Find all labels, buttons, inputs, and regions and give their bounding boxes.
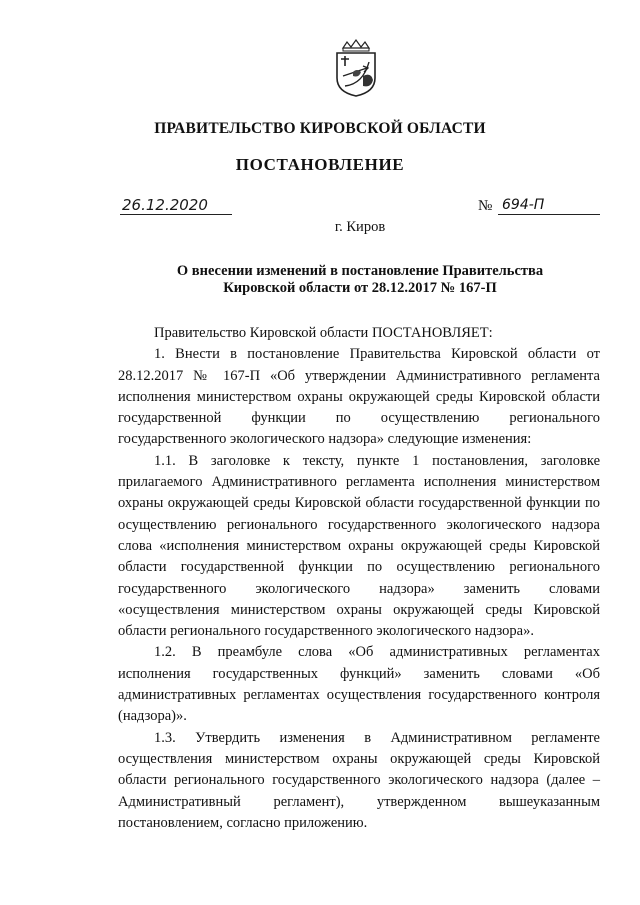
paragraph-1-2: 1.2. В преамбуле слова «Об административных регламентах исполнения государственных функций» заменить словами «Об административных регламентах осуществления государственного контроля (надзора)».	[118, 644, 600, 725]
city: г. Киров	[334, 219, 386, 235]
document-number: 694-П	[498, 196, 600, 215]
subject-line-1: О внесении изменений в постановление Правительства	[176, 263, 544, 279]
document-type: ПОСТАНОВЛЕНИЕ	[235, 155, 405, 174]
document-date: 26.12.2020	[120, 196, 232, 215]
organization-title: ПРАВИТЕЛЬСТВО КИРОВСКОЙ ОБЛАСТИ	[154, 120, 486, 137]
subject-line-2: Кировской области от 28.12.2017 № 167-П	[223, 280, 497, 296]
paragraph-1: 1. Внести в постановление Правительства Кировской области от 28.12.2017 № 167-П «Об утверждении Административного регламента исполнения министерством охраны окружающей среды Кировской области государственной функции по осуществлению регионального государственного экологического надзора» следующие изменения:	[118, 346, 600, 448]
coat-of-arms-icon	[333, 38, 379, 98]
document-body	[118, 323, 600, 834]
document-number-label: №	[478, 198, 493, 214]
document-subject	[120, 263, 600, 297]
paragraph-1-3: 1.3. Утвердить изменения в Административном регламенте осуществления министерством охраны окружающей среды Кировской области регионального государственного экологического надзора (далее – Административный регламент), утвержденном вышеуказанным постановлением, согласно приложению.	[118, 729, 600, 831]
body-intro: Правительство Кировской области ПОСТАНОВЛЯЕТ:	[154, 325, 493, 341]
paragraph-1-1: 1.1. В заголовке к тексту, пункте 1 постановления, заголовке прилагаемого Административного регламента исполнения министерством охраны окружающей среды Кировской области государственной функции по осуществлению регионального государственного экологического надзора слова «исполнения министерством охраны окружающей среды Кировской области государственной функции по осуществлению регионального государственного экологического надзора» заменить словами «осуществления министерством охраны окружающей среды Кировской области регионального государственного экологического надзора».	[118, 452, 600, 640]
